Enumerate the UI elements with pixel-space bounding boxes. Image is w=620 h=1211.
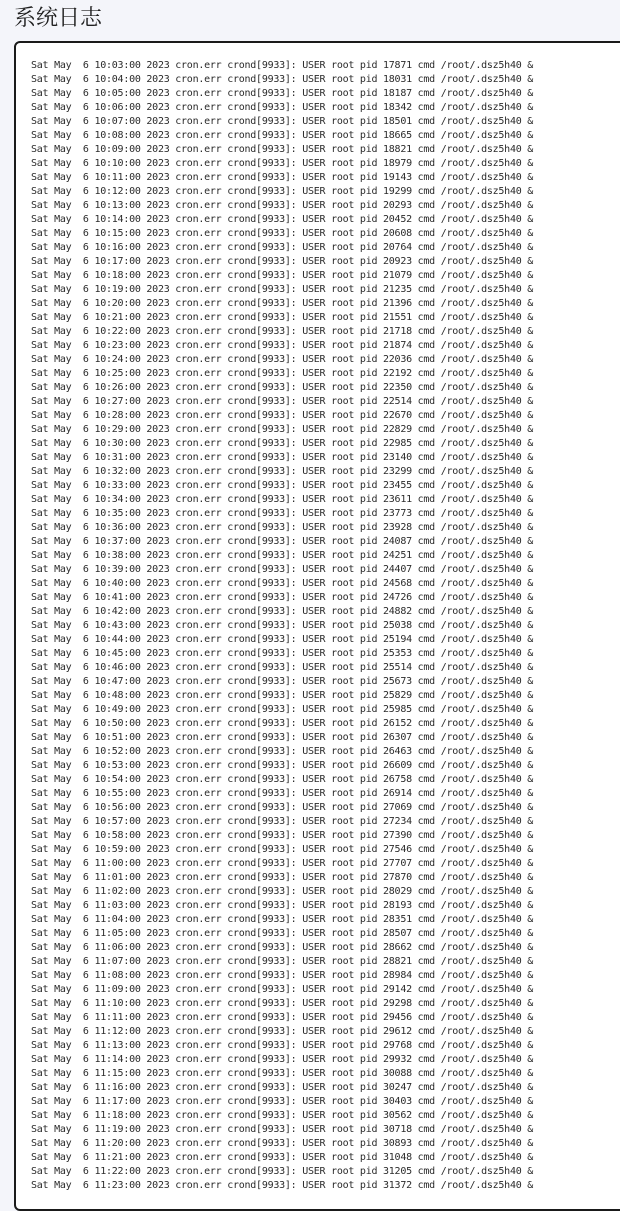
log-text[interactable]	[31, 59, 533, 1193]
log-line: Sat May 6 10:57:00 2023 cron.err crond[9933]: USER root pid 27234 cmd /root/.dsz5h40 &	[31, 816, 534, 827]
log-line: Sat May 6 10:13:00 2023 cron.err crond[9933]: USER root pid 20293 cmd /root/.dsz5h40 &	[31, 200, 534, 211]
log-line: Sat May 6 10:53:00 2023 cron.err crond[9933]: USER root pid 26609 cmd /root/.dsz5h40 &	[31, 760, 534, 771]
log-line: Sat May 6 10:26:00 2023 cron.err crond[9933]: USER root pid 22350 cmd /root/.dsz5h40 &	[31, 382, 534, 393]
log-line: Sat May 6 11:16:00 2023 cron.err crond[9933]: USER root pid 30247 cmd /root/.dsz5h40 &	[31, 1082, 534, 1093]
log-line: Sat May 6 10:05:00 2023 cron.err crond[9933]: USER root pid 18187 cmd /root/.dsz5h40 &	[31, 88, 534, 99]
log-line: Sat May 6 10:58:00 2023 cron.err crond[9933]: USER root pid 27390 cmd /root/.dsz5h40 &	[31, 830, 534, 841]
log-line: Sat May 6 10:42:00 2023 cron.err crond[9933]: USER root pid 24882 cmd /root/.dsz5h40 &	[31, 606, 534, 617]
log-line: Sat May 6 10:04:00 2023 cron.err crond[9933]: USER root pid 18031 cmd /root/.dsz5h40 &	[31, 74, 534, 85]
log-line: Sat May 6 10:10:00 2023 cron.err crond[9933]: USER root pid 18979 cmd /root/.dsz5h40 &	[31, 158, 534, 169]
log-line: Sat May 6 11:17:00 2023 cron.err crond[9933]: USER root pid 30403 cmd /root/.dsz5h40 &	[31, 1096, 534, 1107]
log-line: Sat May 6 11:03:00 2023 cron.err crond[9933]: USER root pid 28193 cmd /root/.dsz5h40 &	[31, 900, 534, 911]
log-line: Sat May 6 10:29:00 2023 cron.err crond[9933]: USER root pid 22829 cmd /root/.dsz5h40 &	[31, 424, 534, 435]
log-line: Sat May 6 10:40:00 2023 cron.err crond[9933]: USER root pid 24568 cmd /root/.dsz5h40 &	[31, 578, 534, 589]
log-line: Sat May 6 11:02:00 2023 cron.err crond[9933]: USER root pid 28029 cmd /root/.dsz5h40 &	[31, 886, 534, 897]
log-line: Sat May 6 10:14:00 2023 cron.err crond[9933]: USER root pid 20452 cmd /root/.dsz5h40 &	[31, 214, 534, 225]
log-line: Sat May 6 10:12:00 2023 cron.err crond[9933]: USER root pid 19299 cmd /root/.dsz5h40 &	[31, 186, 534, 197]
log-line: Sat May 6 10:11:00 2023 cron.err crond[9933]: USER root pid 19143 cmd /root/.dsz5h40 &	[31, 172, 534, 183]
log-line: Sat May 6 10:18:00 2023 cron.err crond[9933]: USER root pid 21079 cmd /root/.dsz5h40 &	[31, 270, 534, 281]
log-line: Sat May 6 10:22:00 2023 cron.err crond[9933]: USER root pid 21718 cmd /root/.dsz5h40 &	[31, 326, 534, 337]
log-line: Sat May 6 10:16:00 2023 cron.err crond[9933]: USER root pid 20764 cmd /root/.dsz5h40 &	[31, 242, 534, 253]
log-line: Sat May 6 11:18:00 2023 cron.err crond[9933]: USER root pid 30562 cmd /root/.dsz5h40 &	[31, 1110, 534, 1121]
log-line: Sat May 6 10:45:00 2023 cron.err crond[9933]: USER root pid 25353 cmd /root/.dsz5h40 &	[31, 648, 534, 659]
log-line: Sat May 6 11:21:00 2023 cron.err crond[9933]: USER root pid 31048 cmd /root/.dsz5h40 &	[31, 1152, 534, 1163]
log-line: Sat May 6 11:10:00 2023 cron.err crond[9933]: USER root pid 29298 cmd /root/.dsz5h40 &	[31, 998, 534, 1009]
log-line: Sat May 6 10:09:00 2023 cron.err crond[9933]: USER root pid 18821 cmd /root/.dsz5h40 &	[31, 144, 534, 155]
log-line: Sat May 6 10:47:00 2023 cron.err crond[9933]: USER root pid 25673 cmd /root/.dsz5h40 &	[31, 676, 534, 687]
log-line: Sat May 6 11:23:00 2023 cron.err crond[9933]: USER root pid 31372 cmd /root/.dsz5h40 &	[31, 1180, 534, 1191]
log-line: Sat May 6 10:56:00 2023 cron.err crond[9933]: USER root pid 27069 cmd /root/.dsz5h40 &	[31, 802, 534, 813]
log-line: Sat May 6 10:51:00 2023 cron.err crond[9933]: USER root pid 26307 cmd /root/.dsz5h40 &	[31, 732, 534, 743]
log-line: Sat May 6 10:07:00 2023 cron.err crond[9933]: USER root pid 18501 cmd /root/.dsz5h40 &	[31, 116, 534, 127]
log-line: Sat May 6 10:20:00 2023 cron.err crond[9933]: USER root pid 21396 cmd /root/.dsz5h40 &	[31, 298, 534, 309]
log-line: Sat May 6 10:32:00 2023 cron.err crond[9933]: USER root pid 23299 cmd /root/.dsz5h40 &	[31, 466, 534, 477]
log-line: Sat May 6 10:30:00 2023 cron.err crond[9933]: USER root pid 22985 cmd /root/.dsz5h40 &	[31, 438, 534, 449]
log-line: Sat May 6 10:55:00 2023 cron.err crond[9933]: USER root pid 26914 cmd /root/.dsz5h40 &	[31, 788, 534, 799]
log-line: Sat May 6 11:05:00 2023 cron.err crond[9933]: USER root pid 28507 cmd /root/.dsz5h40 &	[31, 928, 534, 939]
log-line: Sat May 6 10:33:00 2023 cron.err crond[9933]: USER root pid 23455 cmd /root/.dsz5h40 &	[31, 480, 534, 491]
log-line: Sat May 6 10:17:00 2023 cron.err crond[9933]: USER root pid 20923 cmd /root/.dsz5h40 &	[31, 256, 534, 267]
log-line: Sat May 6 10:25:00 2023 cron.err crond[9933]: USER root pid 22192 cmd /root/.dsz5h40 &	[31, 368, 534, 379]
log-line: Sat May 6 10:39:00 2023 cron.err crond[9933]: USER root pid 24407 cmd /root/.dsz5h40 &	[31, 564, 534, 575]
log-line: Sat May 6 11:11:00 2023 cron.err crond[9933]: USER root pid 29456 cmd /root/.dsz5h40 &	[31, 1012, 534, 1023]
log-line: Sat May 6 11:12:00 2023 cron.err crond[9933]: USER root pid 29612 cmd /root/.dsz5h40 &	[31, 1026, 534, 1037]
log-line: Sat May 6 10:24:00 2023 cron.err crond[9933]: USER root pid 22036 cmd /root/.dsz5h40 &	[31, 354, 534, 365]
log-line: Sat May 6 11:09:00 2023 cron.err crond[9933]: USER root pid 29142 cmd /root/.dsz5h40 &	[31, 984, 534, 995]
log-line: Sat May 6 10:03:00 2023 cron.err crond[9933]: USER root pid 17871 cmd /root/.dsz5h40 &	[31, 60, 534, 71]
log-line: Sat May 6 10:48:00 2023 cron.err crond[9933]: USER root pid 25829 cmd /root/.dsz5h40 &	[31, 690, 534, 701]
log-line: Sat May 6 10:52:00 2023 cron.err crond[9933]: USER root pid 26463 cmd /root/.dsz5h40 &	[31, 746, 534, 757]
log-line: Sat May 6 10:49:00 2023 cron.err crond[9933]: USER root pid 25985 cmd /root/.dsz5h40 &	[31, 704, 534, 715]
log-line: Sat May 6 10:08:00 2023 cron.err crond[9933]: USER root pid 18665 cmd /root/.dsz5h40 &	[31, 130, 534, 141]
log-line: Sat May 6 11:04:00 2023 cron.err crond[9933]: USER root pid 28351 cmd /root/.dsz5h40 &	[31, 914, 534, 925]
log-line: Sat May 6 11:01:00 2023 cron.err crond[9933]: USER root pid 27870 cmd /root/.dsz5h40 &	[31, 872, 534, 883]
log-line: Sat May 6 11:14:00 2023 cron.err crond[9933]: USER root pid 29932 cmd /root/.dsz5h40 &	[31, 1054, 534, 1065]
log-line: Sat May 6 10:19:00 2023 cron.err crond[9933]: USER root pid 21235 cmd /root/.dsz5h40 &	[31, 284, 534, 295]
log-line: Sat May 6 10:59:00 2023 cron.err crond[9933]: USER root pid 27546 cmd /root/.dsz5h40 &	[31, 844, 534, 855]
log-line: Sat May 6 10:31:00 2023 cron.err crond[9933]: USER root pid 23140 cmd /root/.dsz5h40 &	[31, 452, 534, 463]
log-line: Sat May 6 11:00:00 2023 cron.err crond[9933]: USER root pid 27707 cmd /root/.dsz5h40 &	[31, 858, 534, 869]
log-line: Sat May 6 10:54:00 2023 cron.err crond[9933]: USER root pid 26758 cmd /root/.dsz5h40 &	[31, 774, 534, 785]
log-line: Sat May 6 10:46:00 2023 cron.err crond[9933]: USER root pid 25514 cmd /root/.dsz5h40 &	[31, 662, 534, 673]
log-line: Sat May 6 10:21:00 2023 cron.err crond[9933]: USER root pid 21551 cmd /root/.dsz5h40 &	[31, 312, 534, 323]
log-panel[interactable]	[14, 41, 620, 1211]
log-line: Sat May 6 10:37:00 2023 cron.err crond[9933]: USER root pid 24087 cmd /root/.dsz5h40 &	[31, 536, 534, 547]
log-line: Sat May 6 11:13:00 2023 cron.err crond[9933]: USER root pid 29768 cmd /root/.dsz5h40 &	[31, 1040, 534, 1051]
log-line: Sat May 6 10:50:00 2023 cron.err crond[9933]: USER root pid 26152 cmd /root/.dsz5h40 &	[31, 718, 534, 729]
log-line: Sat May 6 10:23:00 2023 cron.err crond[9933]: USER root pid 21874 cmd /root/.dsz5h40 &	[31, 340, 534, 351]
log-line: Sat May 6 11:15:00 2023 cron.err crond[9933]: USER root pid 30088 cmd /root/.dsz5h40 &	[31, 1068, 534, 1079]
log-line: Sat May 6 10:41:00 2023 cron.err crond[9933]: USER root pid 24726 cmd /root/.dsz5h40 &	[31, 592, 534, 603]
log-line: Sat May 6 10:27:00 2023 cron.err crond[9933]: USER root pid 22514 cmd /root/.dsz5h40 &	[31, 396, 534, 407]
log-line: Sat May 6 11:19:00 2023 cron.err crond[9933]: USER root pid 30718 cmd /root/.dsz5h40 &	[31, 1124, 534, 1135]
log-line: Sat May 6 11:06:00 2023 cron.err crond[9933]: USER root pid 28662 cmd /root/.dsz5h40 &	[31, 942, 534, 953]
log-line: Sat May 6 11:08:00 2023 cron.err crond[9933]: USER root pid 28984 cmd /root/.dsz5h40 &	[31, 970, 534, 981]
log-line: Sat May 6 11:22:00 2023 cron.err crond[9933]: USER root pid 31205 cmd /root/.dsz5h40 &	[31, 1166, 534, 1177]
log-line: Sat May 6 10:06:00 2023 cron.err crond[9933]: USER root pid 18342 cmd /root/.dsz5h40 &	[31, 102, 534, 113]
log-line: Sat May 6 10:28:00 2023 cron.err crond[9933]: USER root pid 22670 cmd /root/.dsz5h40 &	[31, 410, 534, 421]
log-line: Sat May 6 10:15:00 2023 cron.err crond[9933]: USER root pid 20608 cmd /root/.dsz5h40 &	[31, 228, 534, 239]
log-line: Sat May 6 10:34:00 2023 cron.err crond[9933]: USER root pid 23611 cmd /root/.dsz5h40 &	[31, 494, 534, 505]
log-line: Sat May 6 10:44:00 2023 cron.err crond[9933]: USER root pid 25194 cmd /root/.dsz5h40 &	[31, 634, 534, 645]
page-title: 系统日志	[14, 6, 103, 31]
log-line: Sat May 6 10:36:00 2023 cron.err crond[9933]: USER root pid 23928 cmd /root/.dsz5h40 &	[31, 522, 534, 533]
log-line: Sat May 6 11:20:00 2023 cron.err crond[9933]: USER root pid 30893 cmd /root/.dsz5h40 &	[31, 1138, 534, 1149]
log-line: Sat May 6 11:07:00 2023 cron.err crond[9933]: USER root pid 28821 cmd /root/.dsz5h40 &	[31, 956, 534, 967]
log-line: Sat May 6 10:35:00 2023 cron.err crond[9933]: USER root pid 23773 cmd /root/.dsz5h40 &	[31, 508, 534, 519]
log-line: Sat May 6 10:38:00 2023 cron.err crond[9933]: USER root pid 24251 cmd /root/.dsz5h40 &	[31, 550, 534, 561]
log-line: Sat May 6 10:43:00 2023 cron.err crond[9933]: USER root pid 25038 cmd /root/.dsz5h40 &	[31, 620, 534, 631]
